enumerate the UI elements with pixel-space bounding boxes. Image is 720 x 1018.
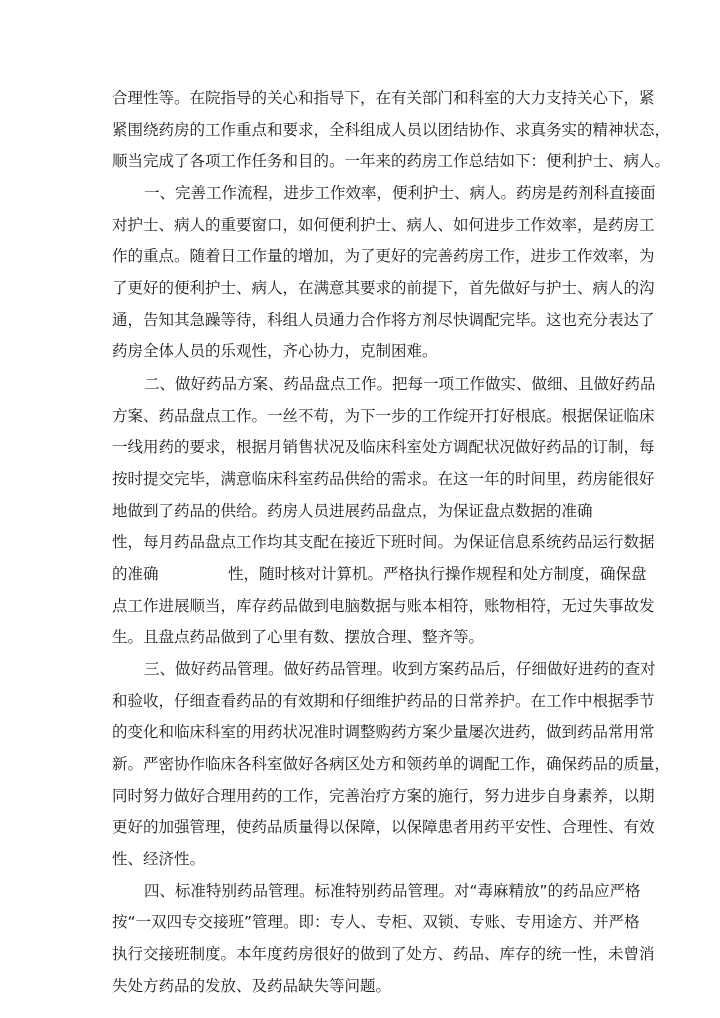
text-line: 按“一双四专交接班”管理。即：专人、专柜、双锁、专账、专用途方、并严格 bbox=[112, 913, 640, 931]
text-line: 性，每月药品盘点工作均其支配在接近下班时间。为保证信息系统药品运行数据 bbox=[112, 533, 655, 551]
text-line: 和验收，仔细查看药品的有效期和仔细维护药品的日常养护。在工作中根据季节 bbox=[112, 692, 655, 710]
text-line: 同时努力做好合理用药的工作，完善治疗方案的施行，努力进步自身素养，以期 bbox=[112, 787, 655, 805]
text-line: 的变化和临床科室的用药状况准时调整购药方案少量屡次进药，做到药品常用常 bbox=[112, 723, 655, 741]
text-line: 执行交接班制度。本年度药房很好的做到了处方、药品、库存的统一性，未曾消 bbox=[112, 945, 655, 963]
text-line: 地做到了药品的供给。药房人员进展药品盘点，为保证盘点数据的准确 bbox=[112, 502, 593, 520]
text-line: 方案、药品盘点工作。一丝不苟，为下一步的工作绽开打好根底。根据保证临床 bbox=[112, 407, 655, 425]
text-line: 作的重点。随着日工作量的增加，为了更好的完善药房工作，进步工作效率，为 bbox=[112, 247, 655, 265]
paragraph-heading-line: 四、标准特别药品管理。标准特别药品管理。对“毒麻精放”的药品应严格 bbox=[144, 882, 641, 900]
text-line: 失处方药品的发放、及药品缺失等问题。 bbox=[112, 977, 392, 995]
text-line: 新。严密协作临床各科室做好各病区处方和领药单的调配工作，确保药品的质量， bbox=[112, 755, 671, 773]
text-line: 生。且盘点药品做到了心里有数、摆放合理、整齐等。 bbox=[112, 628, 485, 646]
text-line: 对护士、病人的重要窗口，如何便利护士、病人、如何进步工作效率，是药房工 bbox=[112, 216, 655, 234]
text-line: 紧围绕药房的工作重点和要求，全科组成人员以团结协作、求真务实的精神状态， bbox=[112, 121, 671, 139]
text-line: 药房全体人员的乐观性，齐心协力，克制困难。 bbox=[112, 342, 438, 360]
paragraph-heading-line: 一、完善工作流程，进步工作效率，便利护士、病人。药房是药剂科直接面 bbox=[144, 184, 656, 202]
text-line: 性、经济性。 bbox=[112, 850, 206, 868]
text-line: 更好的加强管理，使药品质量得以保障，以保障患者用药平安性、合理性、有效 bbox=[112, 818, 655, 836]
text-line: 点工作进展顺当，库存药品做到电脑数据与账本相符，账物相符，无过失事故发 bbox=[112, 597, 655, 615]
text-line: 了更好的便利护士、病人，在满意其要求的前提下，首先做好与护士、病人的沟 bbox=[112, 279, 655, 297]
text-line: 顺当完成了各项工作任务和目的。一年来的药房工作总结如下：便利护士、病人。 bbox=[112, 152, 671, 170]
text-line: 性，随时核对计算机。严格执行操作规程和处方制度，确保盘 bbox=[228, 565, 647, 583]
paragraph-heading-line: 二、做好药品方案、药品盘点工作。把每一项工作做实、做细、且做好药品 bbox=[144, 375, 656, 393]
text-line: 按时提交完毕，满意临床科室药品供给的需求。在这一年的时间里，药房能很好 bbox=[112, 470, 655, 488]
text-line: 一线用药的要求，根据月销售状况及临床科室处方调配状况做好药品的订制，每 bbox=[112, 438, 655, 456]
text-line: 通，告知其急躁等待，科组人员通力合作将方剂尽快调配完毕。这也充分表达了 bbox=[112, 311, 655, 329]
text-line: 的准确 bbox=[112, 565, 159, 583]
text-line: 合理性等。在院指导的关心和指导下，在有关部门和科室的大力支持关心下，紧 bbox=[112, 89, 655, 107]
paragraph-heading-line: 三、做好药品管理。做好药品管理。收到方案药品后，仔细做好进药的查对 bbox=[144, 660, 656, 678]
